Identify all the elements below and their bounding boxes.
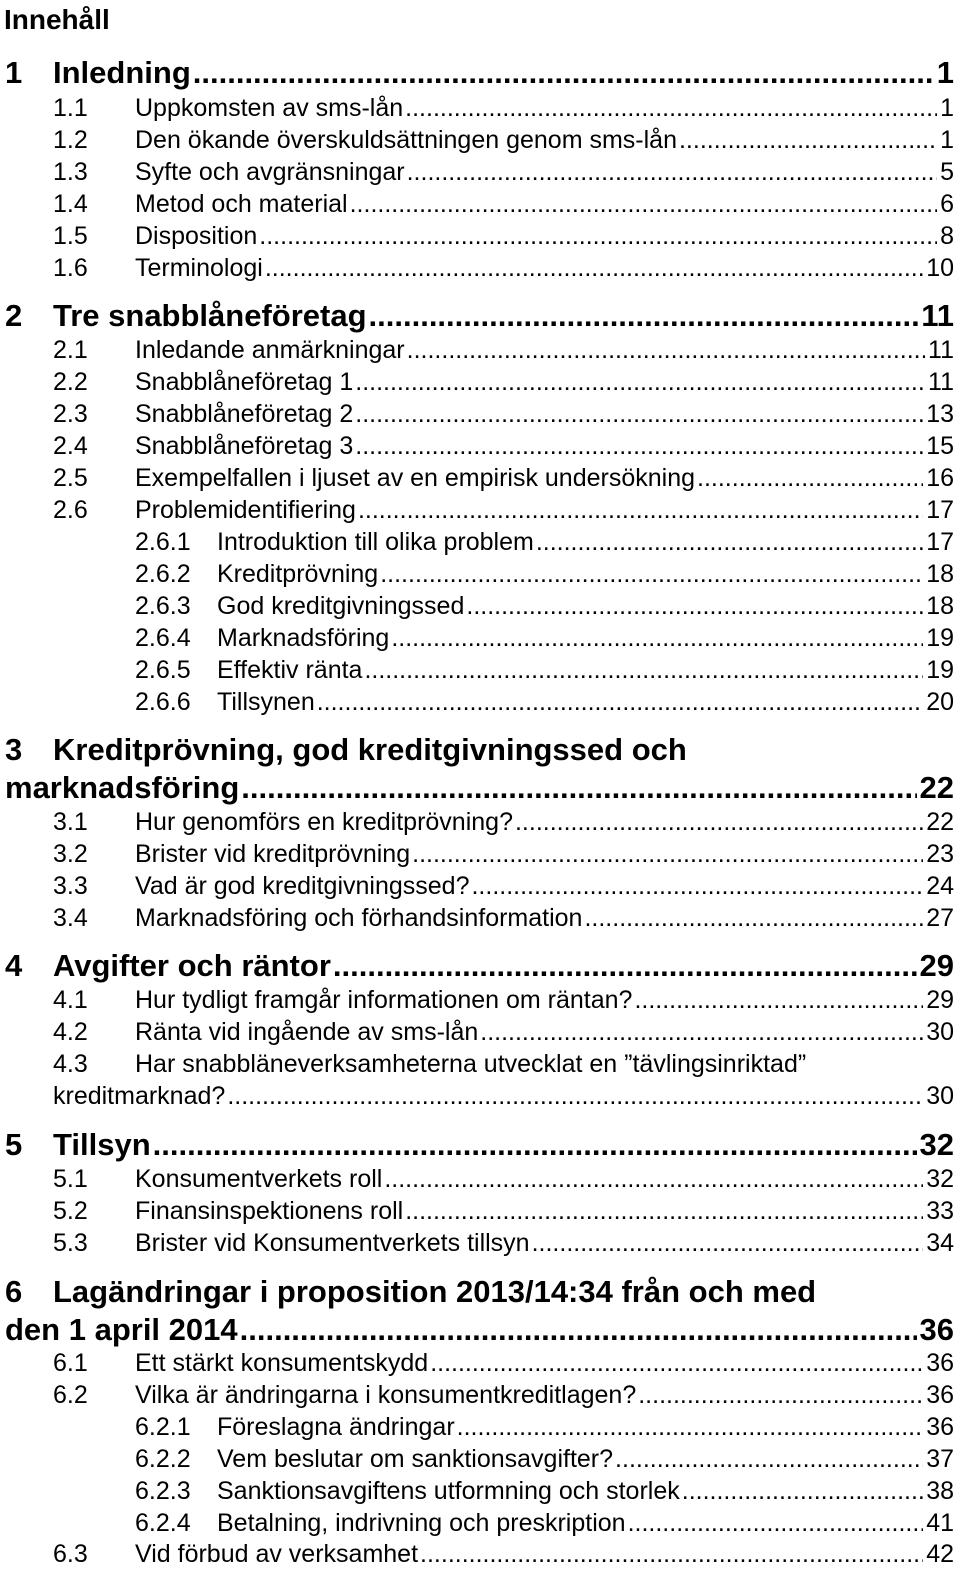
entry-title[interactable]: Inledande anmärkningar: [135, 336, 405, 364]
dot-leader: [430, 1347, 923, 1379]
entry-title[interactable]: Terminologi: [135, 254, 263, 282]
entry-leader-line: [135, 124, 954, 156]
entry-page-number: 36: [926, 1349, 954, 1377]
entry-page-number: 37: [926, 1445, 954, 1473]
entry-leader-line: [135, 838, 954, 870]
entry-leader-line: [135, 1227, 954, 1259]
entry-title[interactable]: den 1 april 2014: [5, 1312, 238, 1347]
entry-leader-line: [135, 462, 954, 494]
entry-title[interactable]: Tillsyn: [53, 1127, 151, 1162]
entry-page-number: 5: [940, 158, 954, 186]
entry-page-number: 29: [919, 948, 954, 983]
entry-leader-line: [135, 1016, 954, 1048]
entry-title[interactable]: Brister vid kreditprövning: [135, 840, 411, 868]
entry-page-number: 20: [926, 688, 954, 716]
dot-leader: [384, 1163, 923, 1195]
entry-number: 6.2.2: [135, 1445, 191, 1473]
entry-title[interactable]: Effektiv ränta: [217, 656, 363, 684]
entry-leader-line: [135, 334, 954, 366]
dot-leader: [153, 1126, 917, 1164]
entry-number: 2.6.6: [135, 688, 191, 716]
entry-number: 2.5: [53, 464, 88, 492]
entry-number: 5.3: [53, 1229, 88, 1257]
entry-leader-line: [135, 398, 954, 430]
entry-page-number: 1: [940, 94, 954, 122]
dot-leader: [536, 526, 923, 558]
entry-page-number: 22: [919, 770, 954, 805]
entry-leader-line: [135, 806, 954, 838]
entry-leader-line: [5, 1311, 954, 1349]
entry-number: 2.2: [53, 368, 88, 396]
dot-leader: [355, 430, 923, 462]
entry-leader-line: [217, 1411, 954, 1443]
dot-leader: [193, 54, 934, 92]
entry-leader-line: [217, 622, 954, 654]
dot-leader: [317, 686, 923, 718]
entry-leader-line: [135, 188, 954, 220]
dot-leader: [634, 984, 923, 1016]
entry-page-number: 32: [926, 1165, 954, 1193]
entry-page-number: 42: [926, 1540, 954, 1568]
entry-number: 2.4: [53, 432, 88, 460]
entry-leader-line: [135, 1163, 954, 1195]
entry-title[interactable]: Vilka är ändringarna i konsumentkreditlagen?: [135, 1381, 637, 1409]
entry-page-number: 24: [926, 872, 954, 900]
entry-title[interactable]: Snabblåneföretag 3: [135, 432, 354, 460]
dot-leader: [679, 124, 937, 156]
entry-title[interactable]: Tre snabblåneföretag: [53, 298, 367, 333]
entry-leader-line: [135, 366, 954, 398]
entry-title[interactable]: Hur genomförs en kreditprövning?: [135, 808, 513, 836]
entry-number: 1.2: [53, 126, 88, 154]
dot-leader: [407, 156, 937, 188]
entry-number: 5.1: [53, 1165, 88, 1193]
entry-number: 3.3: [53, 872, 88, 900]
entry-page-number: 36: [919, 1312, 954, 1347]
entry-page-number: 10: [926, 254, 954, 282]
entry-page-number: 36: [926, 1381, 954, 1409]
entry-leader-line: [135, 92, 954, 124]
entry-page-number: 1: [936, 55, 954, 90]
entry-number: 6.2.3: [135, 1477, 191, 1505]
entry-leader-line: [135, 1347, 954, 1379]
entry-leader-line: [217, 558, 954, 590]
entry-leader-line: [53, 947, 954, 985]
dot-leader: [380, 558, 923, 590]
dot-leader: [480, 1016, 923, 1048]
dot-leader: [407, 334, 925, 366]
entry-leader-line: [53, 54, 954, 92]
entry-number: 5: [5, 1127, 23, 1162]
entry-page-number: 8: [940, 222, 954, 250]
entry-leader-line: [135, 984, 954, 1016]
entry-number: 3.1: [53, 808, 88, 836]
entry-page-number: 34: [926, 1229, 954, 1257]
dot-leader: [355, 398, 923, 430]
entry-title[interactable]: Syfte och avgränsningar: [135, 158, 405, 186]
entry-page-number: 1: [940, 126, 954, 154]
dot-leader: [364, 654, 923, 686]
entry-title[interactable]: Den ökande överskuldsättningen genom sms-lån: [135, 126, 677, 154]
dot-leader: [638, 1379, 923, 1411]
entry-title[interactable]: Brister vid Konsumentverkets tillsyn: [135, 1229, 530, 1257]
entry-title[interactable]: Vad är god kreditgivningssed?: [135, 872, 470, 900]
entry-number: 1.3: [53, 158, 88, 186]
dot-leader: [241, 769, 916, 807]
entry-title[interactable]: Konsumentverkets roll: [135, 1165, 383, 1193]
dot-leader: [358, 494, 923, 526]
entry-leader-line: [53, 297, 954, 335]
dot-leader: [615, 1443, 923, 1475]
entry-title[interactable]: Vem beslutar om sanktionsavgifter?: [217, 1445, 614, 1473]
entry-title[interactable]: Exempelfallen i ljuset av en empirisk undersökning: [135, 464, 696, 492]
entry-number: 3.4: [53, 904, 88, 932]
entry-leader-line: [135, 220, 954, 252]
dot-leader: [265, 252, 923, 284]
entry-page-number: 19: [926, 624, 954, 652]
entry-number: 6: [5, 1274, 23, 1309]
dot-leader: [471, 870, 923, 902]
entry-number: 1.5: [53, 222, 88, 250]
entry-leader-line: [135, 430, 954, 462]
dot-leader: [412, 838, 923, 870]
entry-title[interactable]: kreditmarknad?: [53, 1082, 226, 1110]
entry-title[interactable]: Sanktionsavgiftens utformning och storlek: [217, 1477, 680, 1505]
dot-leader: [405, 92, 937, 124]
entry-title[interactable]: Snabblåneföretag 2: [135, 400, 354, 428]
entry-page-number: 17: [926, 496, 954, 524]
dot-leader: [240, 1311, 917, 1349]
entry-title-line1: Har snabbläneverksamheterna utvecklat en ”tävlingsinriktad”: [135, 1050, 807, 1078]
entry-page-number: 30: [926, 1018, 954, 1046]
entry-title[interactable]: Ett stärkt konsumentskydd: [135, 1349, 429, 1377]
entry-number: 1.1: [53, 94, 88, 122]
entry-number: 2.6.4: [135, 624, 191, 652]
entry-number: 3: [5, 732, 23, 767]
entry-leader-line: [217, 654, 954, 686]
entry-leader-line: [135, 902, 954, 934]
entry-page-number: 11: [921, 298, 954, 333]
entry-title[interactable]: Inledning: [53, 55, 191, 90]
entry-number: 4.1: [53, 986, 88, 1014]
dot-leader: [259, 220, 937, 252]
entry-page-number: 15: [926, 432, 954, 460]
entry-title[interactable]: Marknadsföring: [217, 624, 390, 652]
dot-leader: [682, 1475, 923, 1507]
entry-title[interactable]: marknadsföring: [5, 770, 240, 805]
dot-leader: [532, 1227, 924, 1259]
entry-page-number: 11: [928, 336, 954, 364]
entry-leader-line: [217, 686, 954, 718]
entry-title[interactable]: Tillsynen: [217, 688, 315, 716]
entry-title-line1: Lagändringar i proposition 2013/14:34 från och med: [53, 1274, 817, 1309]
dot-leader: [369, 297, 919, 335]
entry-leader-line: [217, 590, 954, 622]
dot-leader: [227, 1080, 923, 1112]
entry-title[interactable]: Finansinspektionens roll: [135, 1197, 404, 1225]
entry-page-number: 19: [926, 656, 954, 684]
dot-leader: [628, 1507, 924, 1539]
entry-leader-line: [217, 1507, 954, 1539]
entry-number: 1: [5, 55, 23, 90]
entry-title[interactable]: Kreditprövning: [217, 560, 379, 588]
entry-page-number: 30: [926, 1082, 954, 1110]
dot-leader: [466, 590, 923, 622]
entry-leader-line: [53, 1080, 954, 1112]
entry-page-number: 18: [926, 560, 954, 588]
entry-title[interactable]: God kreditgivningssed: [217, 592, 465, 620]
entry-title[interactable]: Metod och material: [135, 190, 348, 218]
entry-number: 3.2: [53, 840, 88, 868]
entry-title[interactable]: Vid förbud av verksamhet: [135, 1540, 419, 1568]
entry-leader-line: [217, 526, 954, 558]
entry-number: 1.6: [53, 254, 88, 282]
entry-number: 6.1: [53, 1349, 88, 1377]
dot-leader: [697, 462, 923, 494]
entry-page-number: 6: [940, 190, 954, 218]
entry-page-number: 11: [928, 368, 954, 396]
page-title: Innehåll: [4, 4, 110, 35]
entry-title[interactable]: Föreslagna ändringar: [217, 1413, 455, 1441]
entry-number: 2.6.3: [135, 592, 191, 620]
dot-leader: [355, 366, 925, 398]
entry-number: 4.3: [53, 1050, 88, 1078]
entry-title-line1: Kreditprövning, god kreditgivningssed och: [53, 732, 687, 767]
entry-page-number: 38: [926, 1477, 954, 1505]
entry-number: 6.2.1: [135, 1413, 191, 1441]
entry-number: 6.2.4: [135, 1509, 191, 1537]
dot-leader: [420, 1538, 923, 1570]
entry-leader-line: [135, 156, 954, 188]
entry-number: 5.2: [53, 1197, 88, 1225]
entry-page-number: 22: [926, 808, 954, 836]
entry-number: 2.6.5: [135, 656, 191, 684]
entry-leader-line: [53, 1126, 954, 1164]
entry-title[interactable]: Avgifter och räntor: [53, 948, 331, 983]
entry-page-number: 17: [926, 528, 954, 556]
entry-title[interactable]: Marknadsföring och förhandsinformation: [135, 904, 583, 932]
entry-page-number: 23: [926, 840, 954, 868]
entry-page-number: 36: [926, 1413, 954, 1441]
entry-number: 2.1: [53, 336, 88, 364]
entry-page-number: 27: [926, 904, 954, 932]
dot-leader: [515, 806, 923, 838]
entry-title[interactable]: Introduktion till olika problem: [217, 528, 534, 556]
entry-page-number: 13: [926, 400, 954, 428]
entry-leader-line: [217, 1475, 954, 1507]
entry-leader-line: [135, 1195, 954, 1227]
entry-number: 6.3: [53, 1540, 88, 1568]
entry-number: 1.4: [53, 190, 88, 218]
entry-leader-line: [135, 870, 954, 902]
dot-leader: [457, 1411, 924, 1443]
entry-number: 2.6.1: [135, 528, 191, 556]
entry-leader-line: [135, 1379, 954, 1411]
entry-title[interactable]: Hur tydligt framgår informationen om räntan?: [135, 986, 633, 1014]
entry-number: 6.2: [53, 1381, 88, 1409]
entry-number: 2.6: [53, 496, 88, 524]
entry-title[interactable]: Ränta vid ingående av sms-lån: [135, 1018, 479, 1046]
entry-page-number: 41: [926, 1509, 954, 1537]
dot-leader: [350, 188, 937, 220]
entry-title[interactable]: Uppkomsten av sms-lån: [135, 94, 404, 122]
dot-leader: [405, 1195, 923, 1227]
entry-number: 2.6.2: [135, 560, 191, 588]
entry-leader-line: [5, 769, 954, 807]
entry-title[interactable]: Disposition: [135, 222, 258, 250]
entry-number: 4: [5, 948, 23, 983]
entry-page-number: 32: [919, 1127, 954, 1162]
entry-number: 2.3: [53, 400, 88, 428]
dot-leader: [391, 622, 923, 654]
entry-title[interactable]: Snabblåneföretag 1: [135, 368, 354, 396]
entry-page-number: 29: [926, 986, 954, 1014]
dot-leader: [584, 902, 923, 934]
entry-page-number: 16: [926, 464, 954, 492]
entry-leader-line: [135, 494, 954, 526]
entry-number: 4.2: [53, 1018, 88, 1046]
entry-title[interactable]: Problemidentifiering: [135, 496, 356, 524]
entry-page-number: 18: [926, 592, 954, 620]
entry-leader-line: [135, 252, 954, 284]
entry-number: 2: [5, 298, 23, 333]
entry-leader-line: [217, 1443, 954, 1475]
entry-leader-line: [135, 1538, 954, 1570]
entry-page-number: 33: [926, 1197, 954, 1225]
entry-title[interactable]: Betalning, indrivning och preskription: [217, 1509, 626, 1537]
dot-leader: [333, 947, 917, 985]
